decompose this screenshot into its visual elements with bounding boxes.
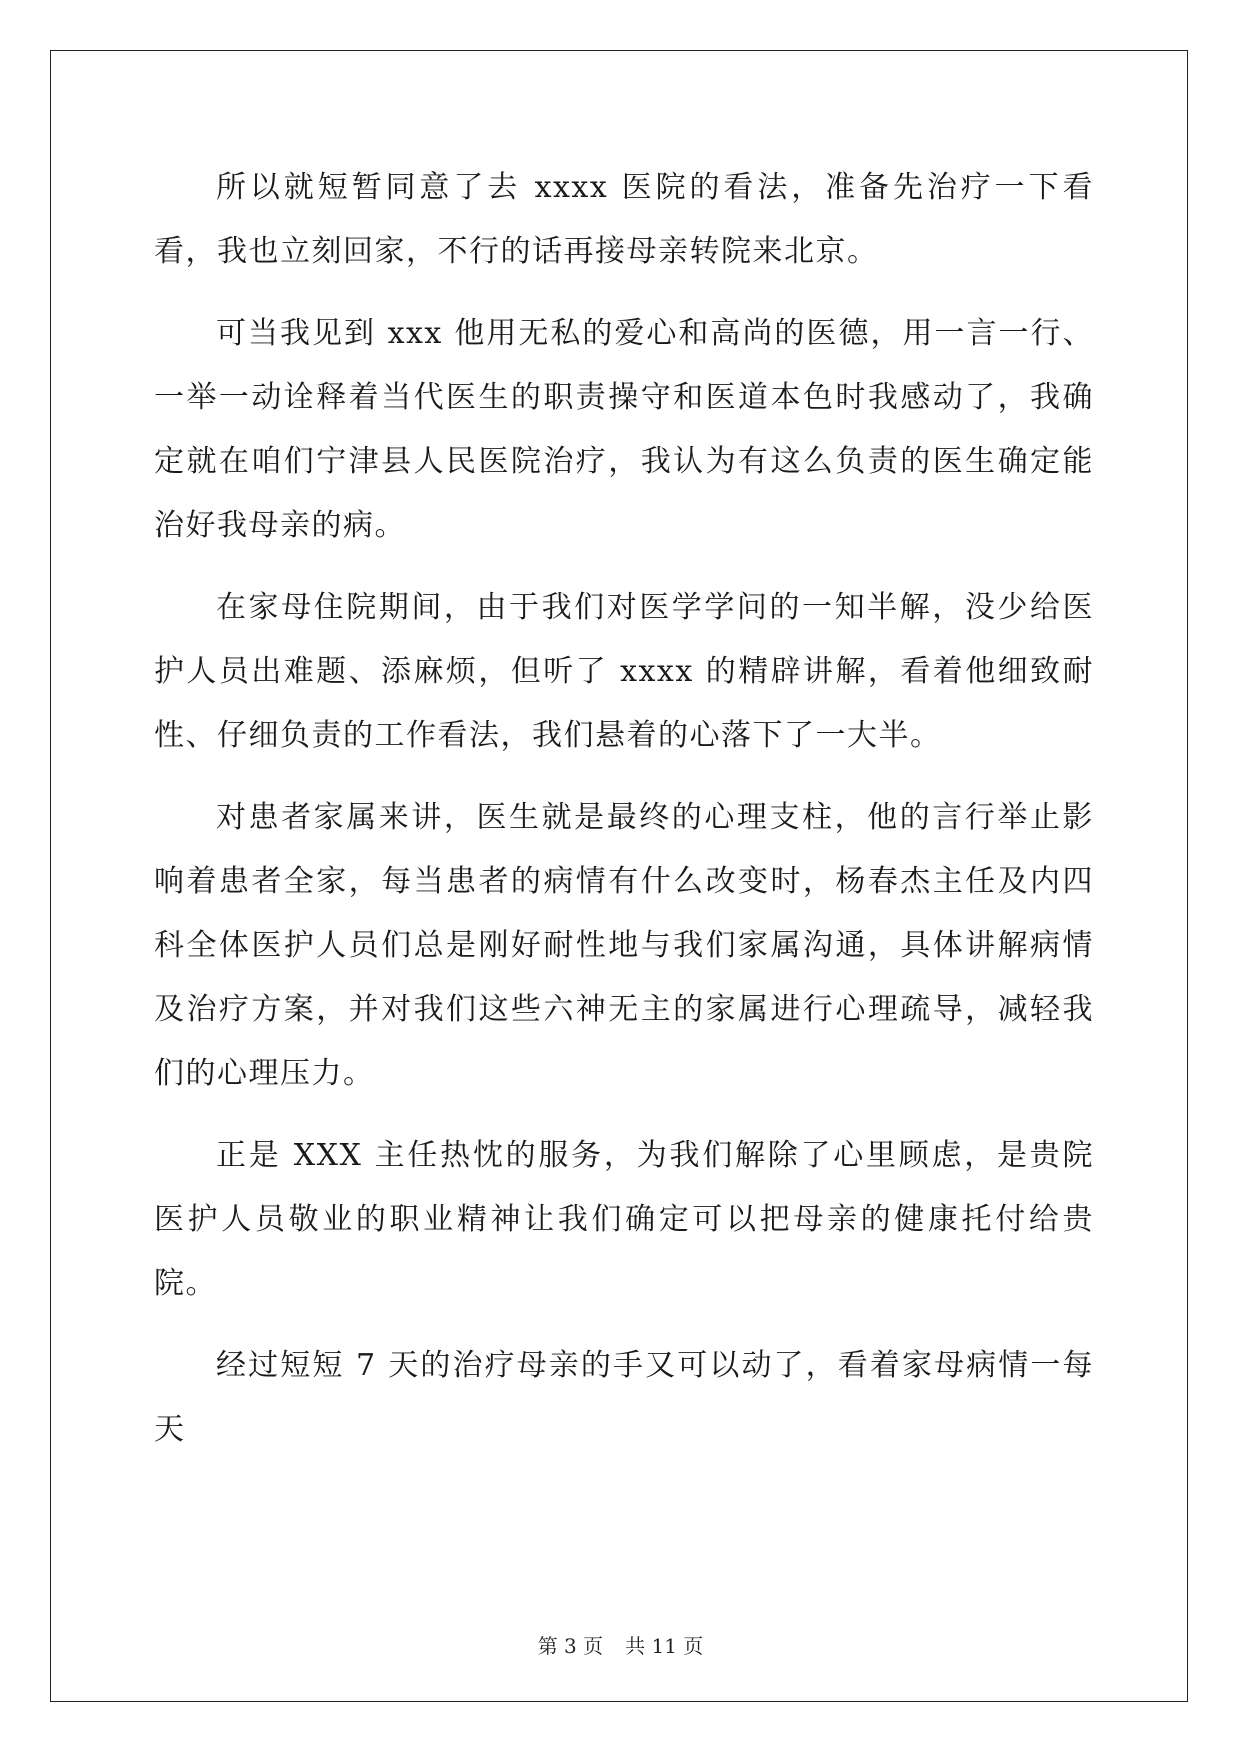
paragraph: 所以就短暂同意了去 xxxx 医院的看法，准备先治疗一下看看，我也立刻回家，不行的话再接母亲转院来北京。 (154, 170, 1094, 269)
paragraph: 可当我见到 xxx 他用无私的爱心和高尚的医德，用一言一行、一举一动诠释着当代医生的职责操守和医道本色时我感动了，我确定就在咱们宁津县人民医院治疗，我认为有这么负责的医生确定能治好我母亲的病。 (154, 316, 1094, 543)
paragraph: 在家母住院期间，由于我们对医学学问的一知半解，没少给医护人员出难题、添麻烦，但听了 xxxx 的精辟讲解，看着他细致耐性、仔细负责的工作看法，我们悬着的心落下了一大半。 (154, 590, 1094, 753)
page-footer (0, 1633, 1241, 1659)
page-number-current: 第 3 页 (537, 1634, 604, 1658)
paragraph: 经过短短 7 天的治疗母亲的手又可以动了，看着家母病情一每天 (154, 1348, 1094, 1447)
paragraph: 正是 XXX 主任热忱的服务，为我们解除了心里顾虑，是贵院医护人员敬业的职业精神让我们确定可以把母亲的健康托付给贵院。 (154, 1138, 1094, 1301)
paragraph: 对患者家属来讲，医生就是最终的心理支柱，他的言行举止影响着患者全家，每当患者的病情有什么改变时，杨春杰主任及内四科全体医护人员们总是刚好耐性地与我们家属沟通，具体讲解病情及治疗方案，并对我们这些六神无主的家属进行心理疏导，减轻我们的心理压力。 (154, 800, 1094, 1091)
page-number-total: 共 11 页 (625, 1634, 704, 1658)
document-body (154, 156, 1094, 1462)
